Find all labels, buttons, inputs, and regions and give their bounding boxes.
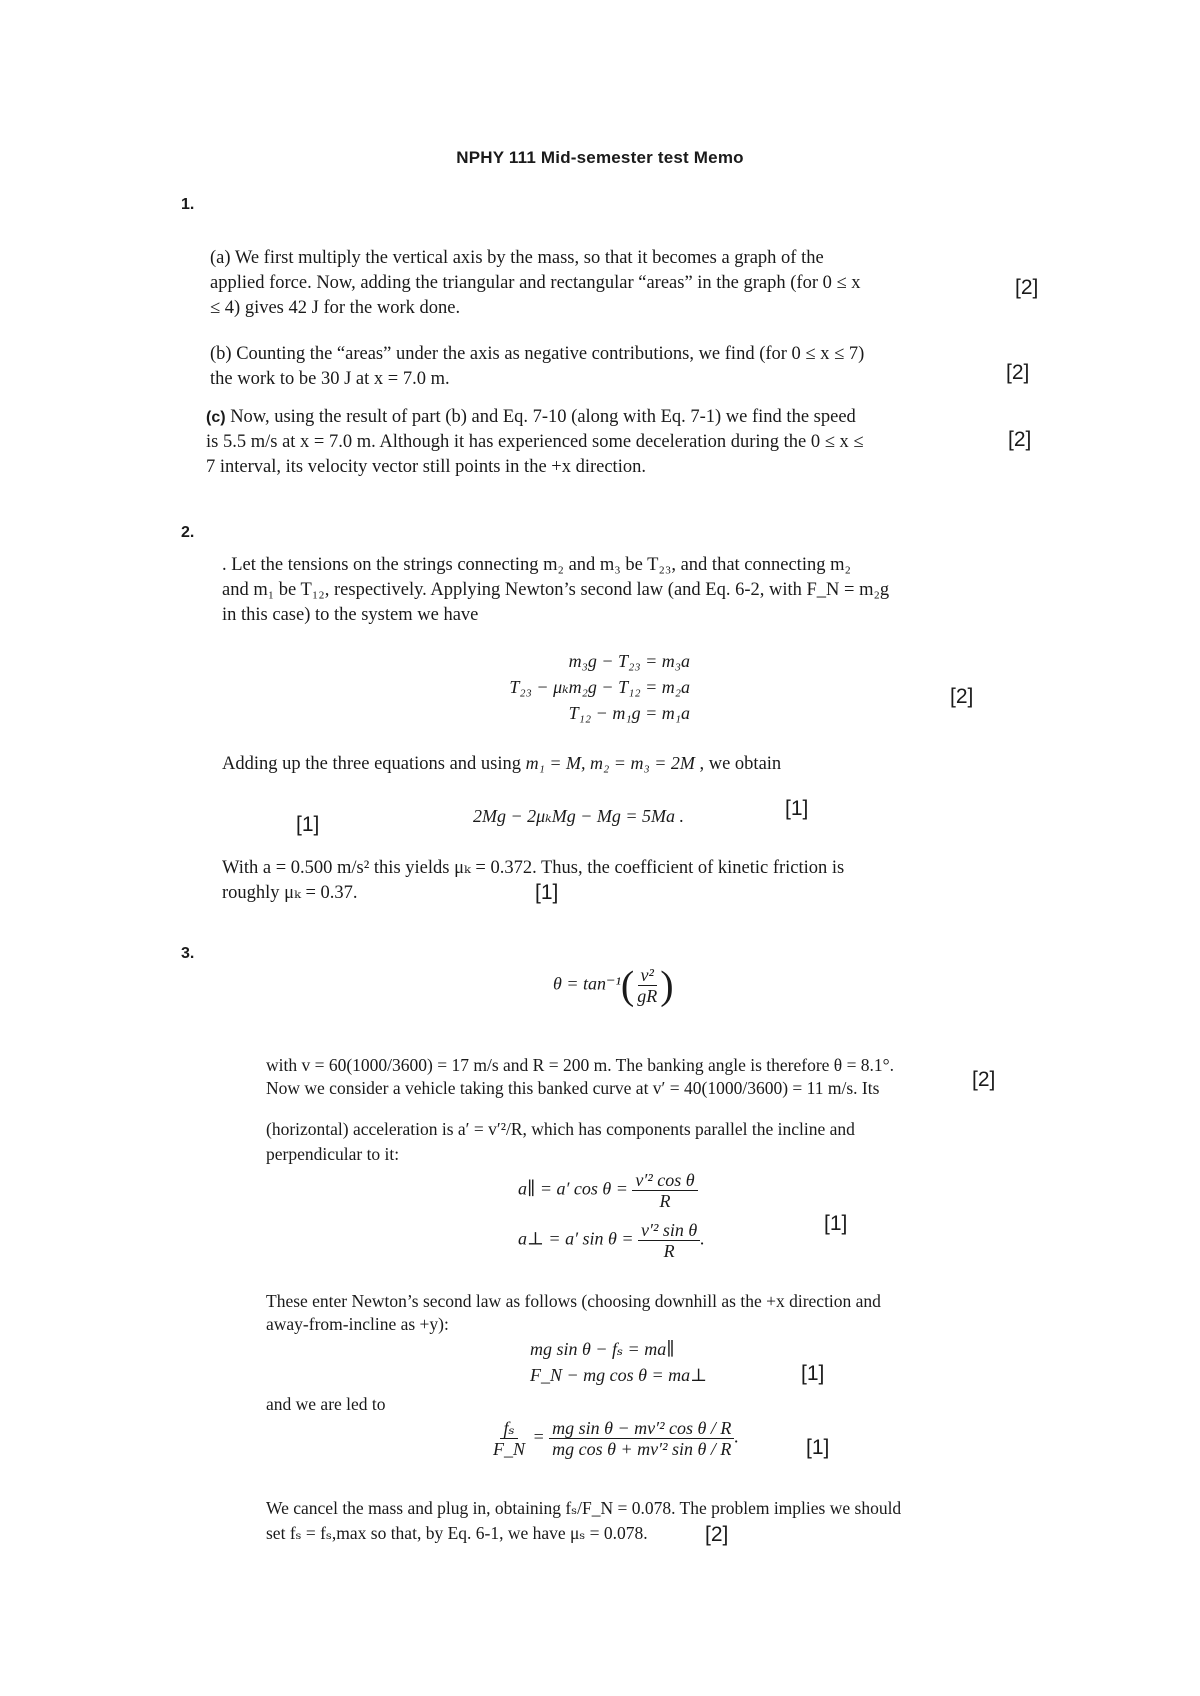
q3-a-perpendicular: a⊥ = a′ sin θ = $\frac{\text{v′² sin θ}}{R}$ . [518, 1220, 705, 1261]
q3-ratio-mark: [1] [806, 1436, 830, 1459]
q1-part-c-mark: [2] [1008, 428, 1032, 451]
q3-speed-text: with v = 60(1000/3600) = 17 m/s and R = 200 m. The banking angle is therefore θ = 8.1°. Now we consider a vehicle taking this banked curve at v′ = 40(1000/3600) = 11 m/s. Its [266, 1055, 895, 1098]
q3-newton-eq-1: mg sin θ − fₛ = ma∥ [530, 1339, 675, 1359]
q2-equation-1: m₃g − T₂₃ = m₃a [568, 651, 690, 671]
q1-part-a-mark: [2] [1015, 276, 1039, 299]
question-2-number: 2. [181, 524, 195, 541]
q3-theta-equation: θ = tan⁻¹( $\frac{\text{v²}}{gR}$ ) [553, 962, 674, 1008]
q1-part-b [210, 342, 970, 392]
q3-a-parallel: a∥ = a′ cos θ = $\frac{\text{v′² cos θ}}{R}$ [518, 1170, 698, 1211]
q2-sum-mark-right: [1] [785, 797, 809, 820]
q3-theta-lhs: θ = tan⁻¹ [553, 973, 621, 994]
q2-mass-condition: m₁ = M, m₂ = m₃ = 2M [525, 753, 695, 773]
q2-sum-mark-left: [1] [296, 813, 320, 836]
page-title: NPHY 111 Mid-semester test Memo [456, 148, 744, 167]
q2-equations [470, 648, 690, 726]
q1-part-c [206, 405, 976, 480]
q2-intro: . Let the tensions on the strings connecting m₂ and m₃ be T₂₃, and that connecting m₂ and m₁ be T₁₂, respectively. Applying Newton’s second law (and Eq. 6-2, with F_N = m₂g in this case) to the system we have [222, 555, 890, 625]
q3-led-text: and we are led to [266, 1394, 386, 1414]
question-1-number: 1. [181, 196, 195, 213]
q3-speed-mark: [2] [972, 1068, 996, 1091]
q2-equations-mark: [2] [950, 685, 974, 708]
q3-final-text: We cancel the mass and plug in, obtaining fₛ/F_N = 0.078. The problem implies we should set fₛ = fₛ,max so that, by Eq. 6-1, we have μₛ = 0.078. [266, 1498, 902, 1543]
q2-equation-2: T₂₃ − μₖm₂g − T₁₂ = m₂a [509, 677, 690, 697]
q1-part-c-label: (c) [206, 409, 226, 426]
q3-accel-mark: [1] [824, 1212, 848, 1235]
q3-newton-eq-2: F_N − mg cos θ = ma⊥ [530, 1365, 708, 1385]
q2-adding-text: Adding up the three equations and using [222, 754, 522, 774]
q2-adding-tail: , we obtain [699, 754, 782, 774]
q3-newton-text: These enter Newton’s second law as follows (choosing downhill as the +x direction and away-from-incline as +y): [266, 1291, 881, 1334]
q1-part-b-mark: [2] [1006, 361, 1030, 384]
q3-final-mark: [2] [705, 1523, 729, 1546]
q2-adding-line [222, 751, 1022, 777]
q1-part-a-label: (a) [210, 248, 231, 268]
q1-part-a-text: We first multiply the vertical axis by the mass, so that it becomes a graph of the applied force. Now, adding the triangular and rectangular “areas” in the graph (for 0 ≤ x ≤ 4) gives 42 J for the work done. [210, 248, 861, 318]
q2-sum-equation: 2Mg − 2μₖMg − Mg = 5Ma . [473, 806, 685, 826]
q3-newton-equations [530, 1336, 707, 1388]
q3-theta-fraction: $\frac{\text{v²}}{gR}$ [637, 965, 658, 1006]
q2-result: With a = 0.500 m/s² this yields μₖ = 0.372. Thus, the coefficient of kinetic friction is roughly μₖ = 0.37. [222, 858, 845, 903]
q1-part-a [210, 246, 970, 321]
q1-part-b-text: Counting the “areas” under the axis as negative contributions, we find (for 0 ≤ x ≤ 7) the work to be 30 J at x = 7.0 m. [210, 344, 865, 389]
q3-newton-mark: [1] [801, 1362, 825, 1385]
q2-equation-3: T₁₂ − m₁g = m₁a [568, 703, 690, 723]
q2-result-mark: [1] [535, 881, 559, 904]
q3-accel-text: (horizontal) acceleration is a′ = v′²/R, which has components parallel the incline and perpendicular to it: [266, 1119, 855, 1164]
question-3-number: 3. [181, 945, 195, 962]
q3-ratio-equation: $\frac{\text{fₛ}}{F\_N}$ = $\frac{\text{mg sin θ − mv′² cos θ / R}}{\text{mg cos θ + mv′² sin θ / R}}$ . [493, 1418, 739, 1459]
q1-part-b-label: (b) [210, 344, 232, 364]
q1-part-c-text: Now, using the result of part (b) and Eq. 7-10 (along with Eq. 7-1) we find the speed is 5.5 m/s at x = 7.0 m. Although it has experienced some deceleration during the 0 ≤ x ≤ 7 interval, its velocity vector still points in the +x direction. [206, 407, 864, 477]
